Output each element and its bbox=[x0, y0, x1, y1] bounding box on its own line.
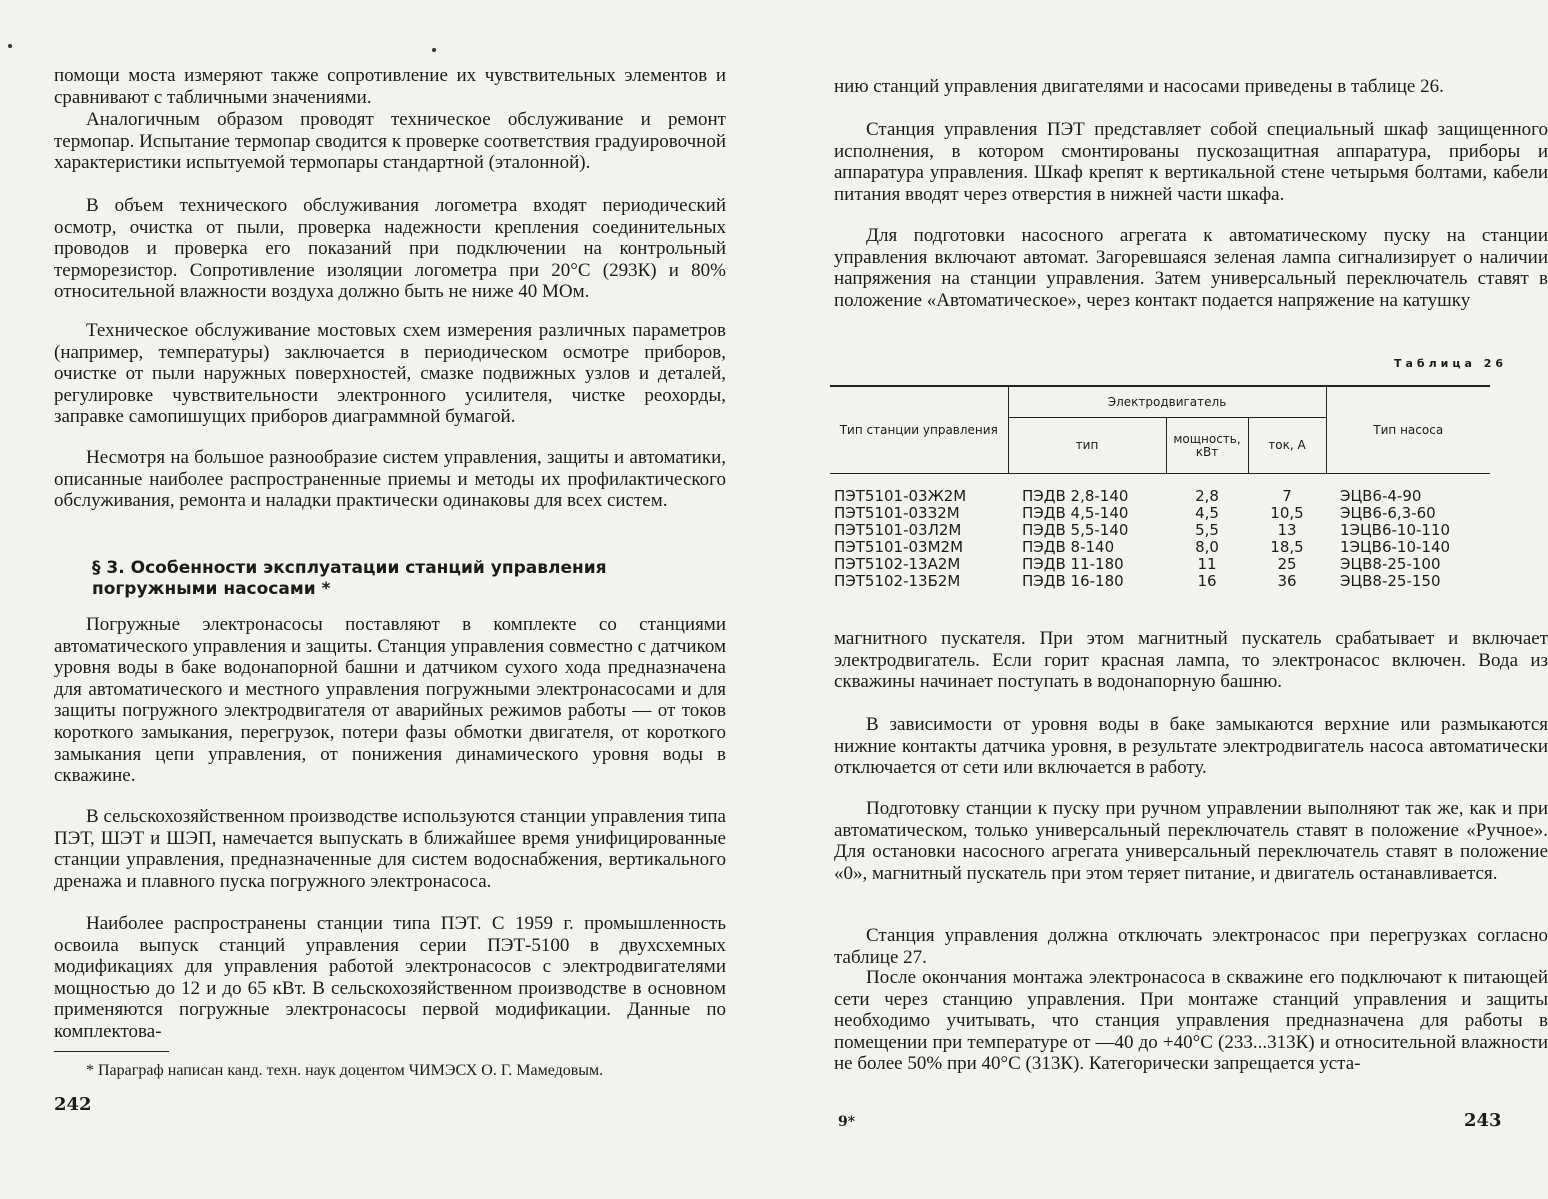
cell-station: ПЭТ5102-13Б2М bbox=[834, 572, 961, 590]
cell-power: 11 bbox=[1197, 555, 1217, 573]
cell-motor: ПЭДВ 16-180 bbox=[1022, 572, 1124, 590]
header-motor-group: Электродвигатель bbox=[1008, 386, 1326, 418]
page-number-right: 243 bbox=[1464, 1110, 1502, 1131]
left-paragraph-4: Техническое обслуживание мостовых схем измерения различных параметров (например, температуры) заключается в периодическом осмотре приборов, очистке от пыли наружных поверхностей, смазке подвижных узлов и деталей, регулировке чувствительности электронного усилителя, чистке реохорды, заправке самопишущих приборов диаграммной бумагой. bbox=[54, 320, 726, 428]
right-paragraph-4: магнитного пускателя. При этом магнитный пускатель срабатывает и включает электродвигатель. Если горит красная лампа, то электронасос включен. Вода из скважины начинает поступать в водонапорную башню. bbox=[834, 628, 1548, 693]
left-paragraph-5: Несмотря на большое разнообразие систем управления, защиты и автоматики, описанные наиболее распространенные приемы и методы их профилактического обслуживания, ремонта и наладки практически одинаковы для всех систем. bbox=[54, 447, 726, 512]
left-paragraph-3: В объем технического обслуживания логометра входят периодический осмотр, очистка от пыли, проверка надежности крепления соединительных проводов и проверка его показаний при подключении на контрольный терморезистор. Сопротивление изоляции логометра при 20°С (293К) и 80% относительной влажности воздуха должно быть не ниже 40 МОм. bbox=[54, 195, 726, 303]
left-paragraph-1: помощи моста измеряют также сопротивление их чувствительных элементов и сравнивают с табличными значениями. bbox=[54, 65, 726, 108]
header-station-type: Тип станции управления bbox=[830, 386, 1008, 474]
cell-motor: ПЭДВ 2,8-140 bbox=[1022, 487, 1129, 505]
printer-signature: 9* bbox=[838, 1114, 856, 1130]
cell-station: ПЭТ5101-03З2М bbox=[834, 504, 960, 522]
cell-pump: 1ЭЦВ6-10-110 bbox=[1340, 521, 1451, 539]
header-power: мощность, кВт bbox=[1166, 418, 1248, 474]
cell-station: ПЭТ5102-13А2М bbox=[834, 555, 961, 573]
left-paragraph-6: Погружные электронасосы поставляют в комплекте со станциями автоматического управления и защиты. Станция управления совместно с датчиком уровня воды в баке водонапорной башни и датчиком сухого хода предназначена для автоматического и местного управления погружными электронасосами и для защиты погружного электродвигателя от аварийных режимов работы — от токов короткого замыкания, перегрузок, потери фазы обмотки двигателя, от короткого замыкания цепи управления, от понижения динамического уровня воды в скважине. bbox=[54, 614, 726, 787]
header-motor-type: тип bbox=[1008, 418, 1166, 474]
cell-power: 8,0 bbox=[1195, 538, 1219, 556]
right-paragraph-5: В зависимости от уровня воды в баке замыкаются верхние или размыкаются нижние контакты датчика уровня, в результате электродвигатель насоса автоматически отключается от сети или включается в работу. bbox=[834, 714, 1548, 779]
cell-current: 36 bbox=[1277, 572, 1297, 590]
header-current: ток, А bbox=[1248, 418, 1326, 474]
table-row bbox=[830, 488, 1490, 505]
cell-station: ПЭТ5101-03М2М bbox=[834, 538, 964, 556]
page-number-left: 242 bbox=[54, 1094, 92, 1115]
table-row bbox=[830, 522, 1490, 539]
pump-station-table bbox=[830, 385, 1490, 590]
cell-power: 4,5 bbox=[1195, 504, 1219, 522]
cell-station: ПЭТ5101-03Ж2М bbox=[834, 487, 967, 505]
cell-motor: ПЭДВ 4,5-140 bbox=[1022, 504, 1129, 522]
cell-station: ПЭТ5101-03Л2М bbox=[834, 521, 962, 539]
cell-motor: ПЭДВ 8-140 bbox=[1022, 538, 1115, 556]
right-paragraph-2: Станция управления ПЭТ представляет собой специальный шкаф защищенного исполнения, в котором смонтированы пускозащитная аппаратура, приборы и аппаратура управления. Шкаф крепят к вертикальной стене четырьмя болтами, кабели питания вводят через отверстия в нижней части шкафа. bbox=[834, 119, 1548, 205]
right-paragraph-7: Станция управления должна отключать электронасос при перегрузках согласно таблице 27. bbox=[834, 925, 1548, 968]
table-row bbox=[830, 573, 1490, 590]
right-paragraph-1: нию станций управления двигателями и насосами приведены в таблице 26. bbox=[834, 76, 1444, 97]
cell-pump: 1ЭЦВ6-10-140 bbox=[1340, 538, 1451, 556]
cell-current: 18,5 bbox=[1270, 538, 1304, 556]
right-page bbox=[774, 0, 1548, 1199]
left-paragraph-7: В сельскохозяйственном производстве используются станции управления типа ПЭТ, ШЭТ и ШЭП, намечается выпускать в ближайшее время унифицированные станции управления, предназначенные для систем водоснабжения, вертикального дренажа и плавного пуска погружного электронасоса. bbox=[54, 806, 726, 892]
cell-pump: ЭЦВ8-25-100 bbox=[1340, 555, 1441, 573]
table-row bbox=[830, 505, 1490, 522]
table-row bbox=[830, 556, 1490, 573]
cell-current: 10,5 bbox=[1270, 504, 1304, 522]
header-pump-type: Тип насоса bbox=[1326, 386, 1490, 474]
cell-power: 16 bbox=[1197, 572, 1217, 590]
cell-current: 13 bbox=[1277, 521, 1297, 539]
scan-speck bbox=[432, 48, 436, 52]
scan-speck bbox=[8, 44, 12, 48]
left-paragraph-2: Аналогичным образом проводят техническое обслуживание и ремонт термопар. Испытание термопар сводится к проверке соответствия градуировочной характеристики испытуемой термопары стандартной (эталонной). bbox=[54, 109, 726, 174]
cell-motor: ПЭДВ 11-180 bbox=[1022, 555, 1124, 573]
left-paragraph-8: Наиболее распространены станции типа ПЭТ. С 1959 г. промышленность освоила выпуск станций управления серии ПЭТ-5100 в двухсхемных модификациях для управления работой электронасосов с электродвигателями мощностью до 12 и до 65 кВт. В сельскохозяйственном производстве в основном применяются погружные электронасосы первой модификации. Данные по комплектова- bbox=[54, 913, 726, 1042]
cell-current: 7 bbox=[1282, 487, 1292, 505]
right-paragraph-3: Для подготовки насосного агрегата к автоматическому пуску на станции управления включают автомат. Загоревшаяся зеленая лампа сигнализирует о наличии напряжения на станции управления. Затем универсальный переключатель ставят в положение «Автоматическое», через контакт подается напряжение на катушку bbox=[834, 225, 1548, 311]
section-heading: § 3. Особенности эксплуатации станций управления погружными насосами * bbox=[92, 558, 607, 599]
table-caption: Таблица 26 bbox=[1394, 357, 1508, 370]
cell-pump: ЭЦВ6-4-90 bbox=[1340, 487, 1422, 505]
right-paragraph-6: Подготовку станции к пуску при ручном управлении выполняют так же, как и при автоматическом, только универсальный переключатель ставят в положение «Ручное». Для остановки насосного агрегата универсальный переключатель ставят в положение «0», магнитный пускатель при этом теряет питание, и двигатель останавливается. bbox=[834, 798, 1548, 884]
cell-pump: ЭЦВ8-25-150 bbox=[1340, 572, 1441, 590]
table-row bbox=[830, 539, 1490, 556]
footnote-rule bbox=[54, 1051, 169, 1052]
cell-power: 2,8 bbox=[1195, 487, 1219, 505]
cell-motor: ПЭДВ 5,5-140 bbox=[1022, 521, 1129, 539]
cell-power: 5,5 bbox=[1195, 521, 1219, 539]
footnote: * Параграф написан канд. техн. наук доцентом ЧИМЭСХ О. Г. Мамедовым. bbox=[86, 1062, 604, 1079]
right-paragraph-8: После окончания монтажа электронасоса в скважине его подключают к питающей сети через станцию управления. При монтаже станций управления и защиты необходимо учитывать, что станция управления предназначена для работы в помещении при температуре от —40 до +40°С (233...313К) и относительной влажности не более 50% при 40°С (313К). Категорически запрещается уста- bbox=[834, 967, 1548, 1075]
cell-current: 25 bbox=[1277, 555, 1297, 573]
cell-pump: ЭЦВ6-6,3-60 bbox=[1340, 504, 1436, 522]
